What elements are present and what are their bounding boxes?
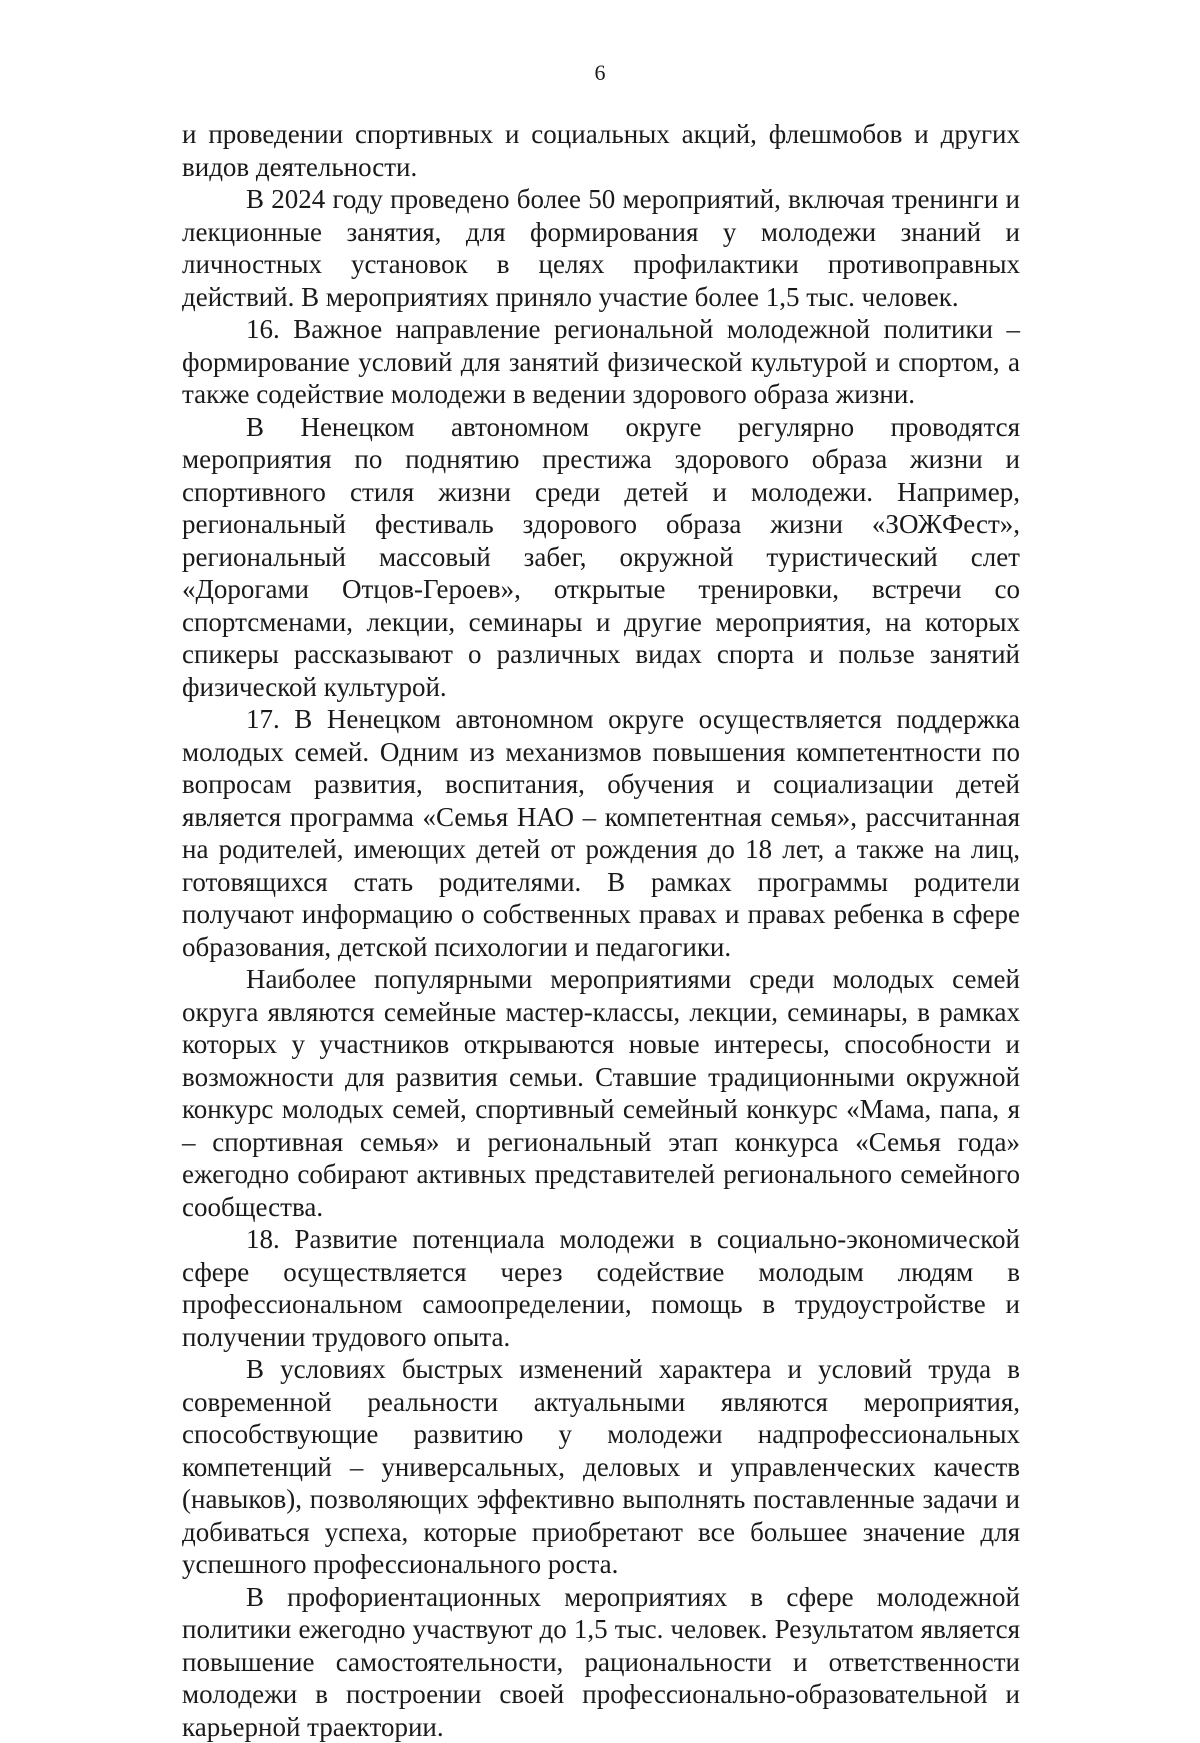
paragraph-competencies: В условиях быстрых изменений характера и условий труда в современной реальности актуальными являются мероприятия, способствующие развитию у молодежи надпрофессиональных компетенций – универсальных, деловых и управленческих качеств (навыков), позволяющих эффективно выполнять поставленные задачи и добиваться успеха, которые приобретают все большее значение для успешного профессионального роста. <box>182 1353 1020 1581</box>
paragraph-item-18: 18. Развитие потенциала молодежи в социально-экономической сфере осуществляется через содействие молодым людям в профессиональном самоопределении, помощь в трудоустройстве и получении трудового опыта. <box>182 1223 1020 1353</box>
paragraph-item-17: 17. В Ненецком автономном округе осуществляется поддержка молодых семей. Одним из механизмов повышения компетентности по вопросам развития, воспитания, обучения и социализации детей является программа «Семья НАО – компетентная семья», рассчитанная на родителей, имеющих детей от рождения до 18 лет, а также на лиц, готовящихся стать родителями. В рамках программы родители получают информацию о собственных правах и правах ребенка в сфере образования, детской психологии и педагогики. <box>182 703 1020 963</box>
paragraph-events-2024: В 2024 году проведено более 50 мероприятий, включая тренинги и лекционные занятия, для формирования у молодежи знаний и личностных установок в целях профилактики противоправных действий. В мероприятиях приняло участие более 1,5 тыс. человек. <box>182 183 1020 313</box>
paragraph-item-16: 16. Важное направление региональной молодежной политики – формирование условий для занятий физической культурой и спортом, а также содействие молодежи в ведении здорового образа жизни. <box>182 313 1020 411</box>
paragraph-career-guidance: В профориентационных мероприятиях в сфере молодежной политики ежегодно участвуют до 1,5 тыс. человек. Результатом является повышение самостоятельности, рациональности и ответственности молодежи в построении своей профессионально-образовательной и карьерной траектории. <box>182 1581 1020 1743</box>
paragraph-healthy-lifestyle: В Ненецком автономном округе регулярно проводятся мероприятия по поднятию престижа здорового образа жизни и спортивного стиля жизни среди детей и молодежи. Например, региональный фестиваль здорового образа жизни «ЗОЖФест», региональный массовый забег, окружной туристический слет «Дорогами Отцов-Героев», открытые тренировки, встречи со спортсменами, лекции, семинары и другие мероприятия, на которых спикеры рассказывают о различных видах спорта и пользе занятий физической культурой. <box>182 411 1020 704</box>
paragraph-continuation: и проведении спортивных и социальных акций, флешмобов и других видов деятельности. <box>182 118 1020 183</box>
document-body <box>182 118 1020 1743</box>
paragraph-family-events: Наиболее популярными мероприятиями среди молодых семей округа являются семейные мастер-классы, лекции, семинары, в рамках которых у участников открываются новые интересы, способности и возможности для развития семьи. Ставшие традиционными окружной конкурс молодых семей, спортивный семейный конкурс «Мама, папа, я – спортивная семья» и региональный этап конкурса «Семья года» ежегодно собирают активных представителей регионального семейного сообщества. <box>182 963 1020 1223</box>
page-number: 6 <box>0 60 1200 86</box>
